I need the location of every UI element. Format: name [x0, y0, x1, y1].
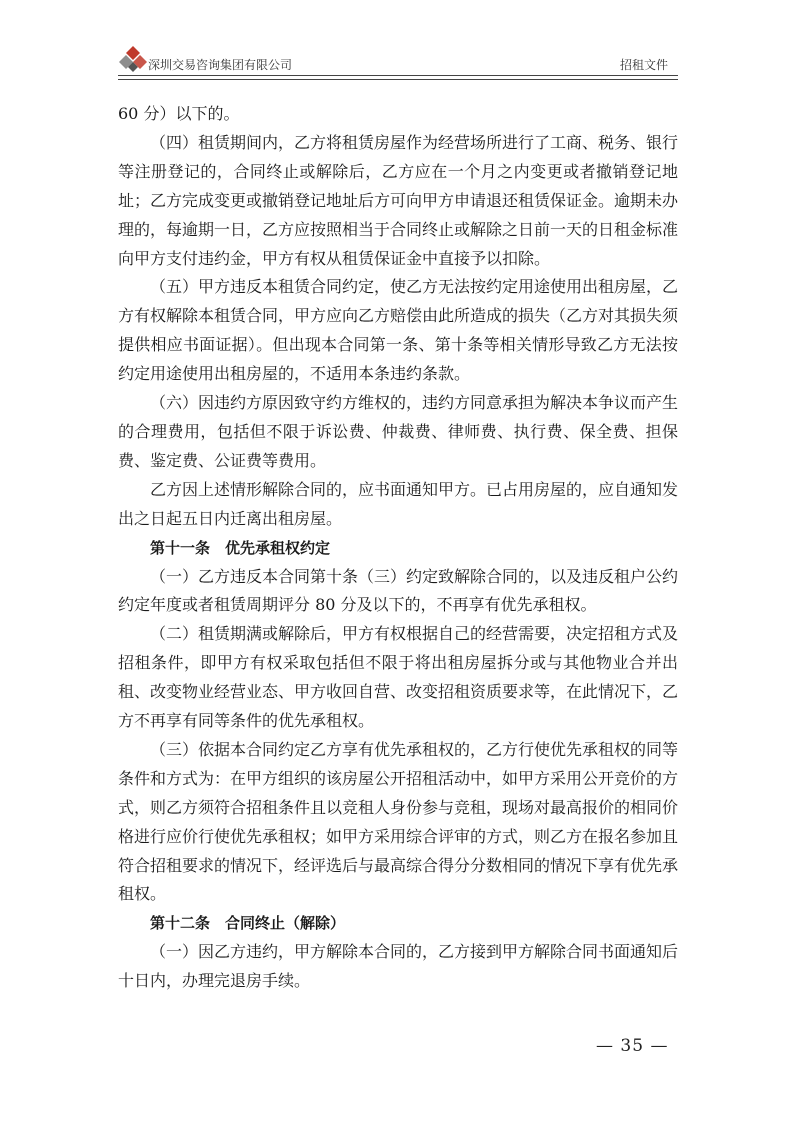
paragraph: （五）甲方违反本租赁合同约定，使乙方无法按约定用途使用出租房屋，乙方有权解除本租赁合同，甲方应向乙方赔偿由此所造成的损失（乙方对其损失须提供相应书面证据）。但出现本合同第一条、第十条等相关情形导致乙方无法按约定用途使用出租房屋的，不适用本条违约条款。	[118, 277, 679, 384]
paragraph: （三）依据本合同约定乙方享有优先承租权的，乙方行使优先承租权的同等条件和方式为：在甲方组织的该房屋公开招租活动中，如甲方采用公开竞价的方式，则乙方须符合招租条件且以竞租人身份参与竞租，现场对最高报价的相同价格进行应价行使优先承租权；如甲方采用综合评审的方式，则乙方在报名参加且符合招租要求的情况下，经评选后与最高综合得分分数相同的情况下享有优先承租权。	[118, 739, 679, 904]
page-header	[118, 40, 678, 80]
company-name: 深圳交易咨询集团有限公司	[148, 58, 293, 72]
paragraph: （二）租赁期满或解除后，甲方有权根据自己的经营需要，决定招租方式及招租条件，即甲方有权采取包括但不限于将出租房屋拆分或与其他物业合并出租、改变物业经营业态、甲方收回自营、改变招租资质要求等，在此情况下，乙方不再享有同等条件的优先承租权。	[118, 624, 679, 731]
paragraph: （一）乙方违反本合同第十条（三）约定致解除合同的，以及违反租户公约约定年度或者租赁周期评分 80 分及以下的，不再享有优先承租权。	[118, 566, 679, 615]
paragraph: （一）因乙方违约，甲方解除本合同的，乙方接到甲方解除合同书面通知后十日内，办理完退房手续。	[118, 942, 679, 991]
document-type-label: 招租文件	[619, 58, 668, 72]
article-heading: 第十一条 优先承租权约定	[150, 538, 331, 557]
header-divider-thin	[118, 79, 678, 80]
document-body	[118, 100, 678, 996]
header-divider-thick	[118, 75, 678, 76]
paragraph: 60 分）以下的。	[118, 104, 240, 123]
article-heading: 第十二条 合同终止（解除）	[150, 914, 346, 933]
page-number: — 35 —	[596, 1036, 669, 1056]
company-logo-icon	[118, 44, 148, 74]
paragraph: 乙方因上述情形解除合同的，应书面通知甲方。已占用房屋的，应自通知发出之日起五日内迁离出租房屋。	[118, 479, 679, 528]
paragraph: （四）租赁期间内，乙方将租赁房屋作为经营场所进行了工商、税务、银行等注册登记的，合同终止或解除后，乙方应在一个月之内变更或者撤销登记地址；乙方完成变更或撤销登记地址后方可向甲方申请退还租赁保证金。逾期未办理的，每逾期一日，乙方应按照相当于合同终止或解除之日前一天的日租金标准向甲方支付违约金，甲方有权从租赁保证金中直接予以扣除。	[118, 132, 679, 268]
paragraph: （六）因违约方原因致守约方维权的，违约方同意承担为解决本争议而产生的合理费用，包括但不限于诉讼费、仲裁费、律师费、执行费、保全费、担保费、鉴定费、公证费等费用。	[118, 393, 679, 470]
